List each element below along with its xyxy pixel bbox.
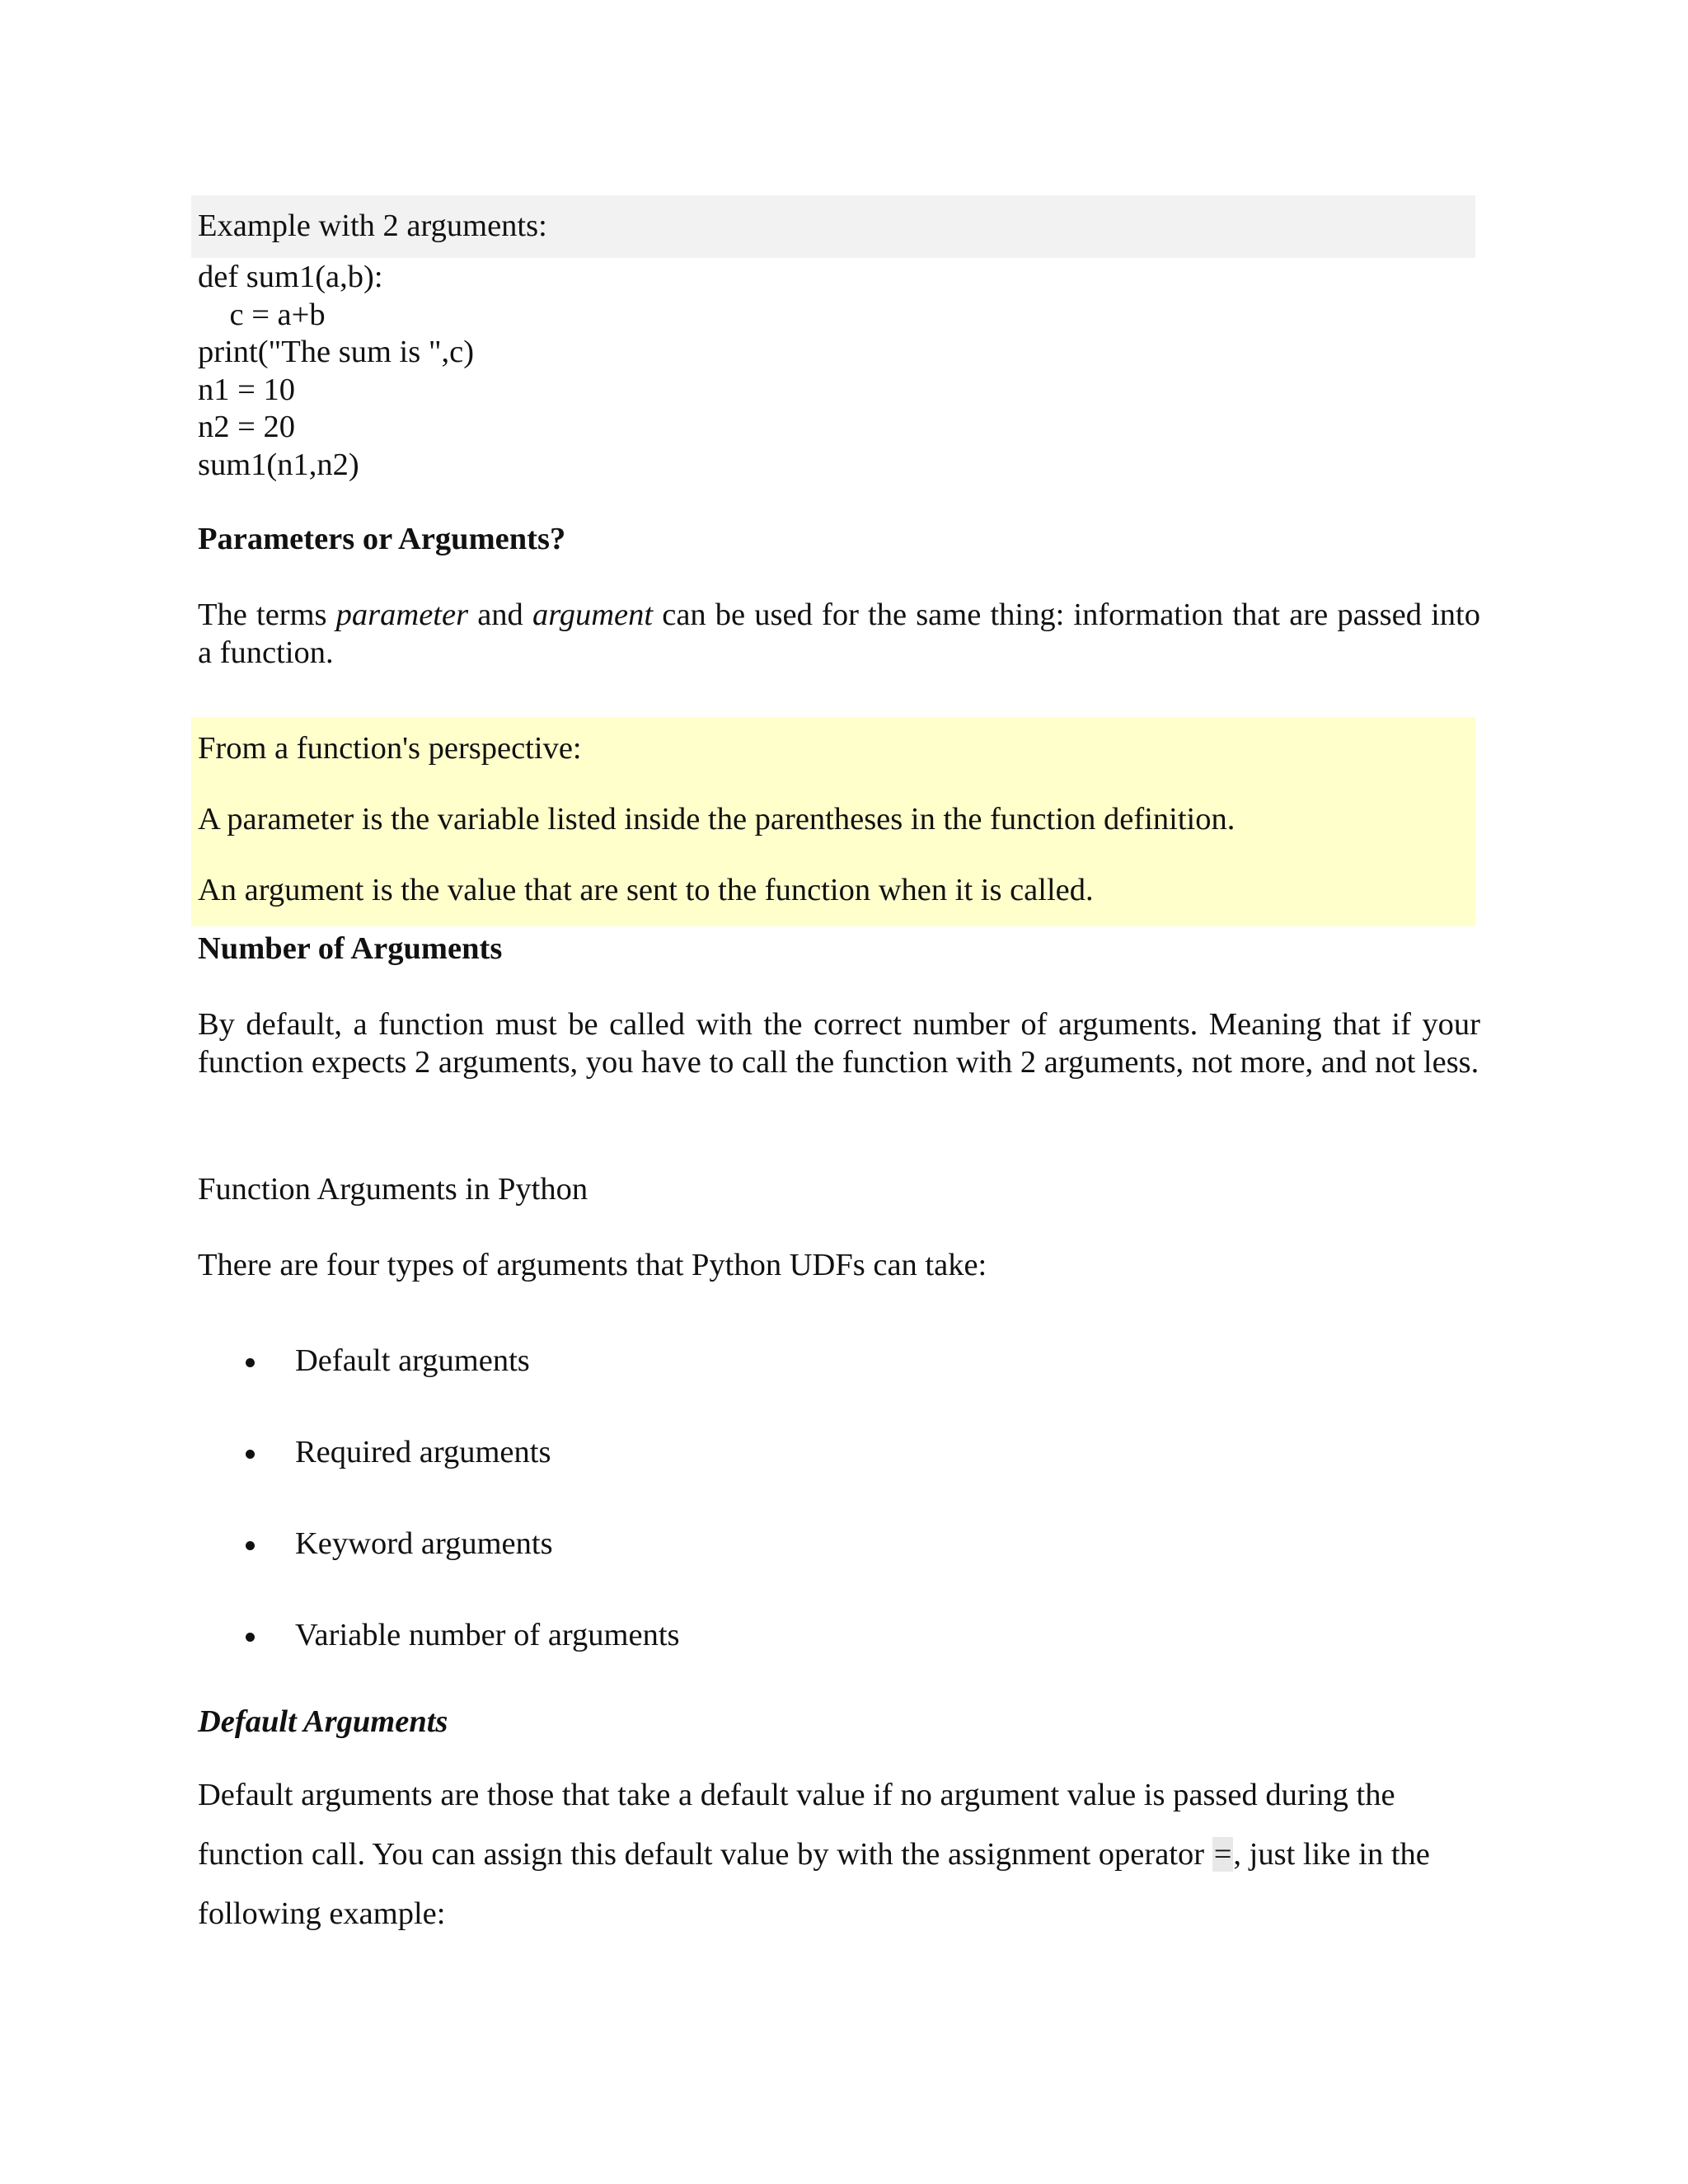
parameters-prefix: The terms — [198, 598, 336, 632]
code-line: print("The sum is ",c) — [198, 335, 475, 369]
bullet-icon — [246, 1358, 255, 1367]
code-line: sum1(n1,n2) — [198, 447, 359, 482]
paragraph-line: following example: — [198, 1896, 446, 1931]
definition-highlight-box — [191, 717, 1475, 926]
list-item-label: Default arguments — [295, 1343, 530, 1378]
example-header-box — [191, 195, 1475, 258]
highlight-line: A parameter is the variable listed inside the parentheses in the function definition. — [198, 802, 1236, 837]
example-title: Example with 2 arguments: — [198, 209, 547, 243]
parameters-and: and — [468, 598, 532, 632]
number-of-arguments-paragraph: By default, a function must be called with the correct number of arguments. Meaning that if your function expects 2 arguments, you have to call the function with 2 arguments, not more, and not less. — [198, 1007, 1480, 1080]
highlight-line: An argument is the value that are sent to the function when it is called. — [198, 873, 1094, 907]
paragraph-text: function call. You can assign this default value by with the assignment operator — [198, 1837, 1212, 1872]
paragraph-line — [198, 1836, 1430, 1872]
code-listing — [198, 259, 474, 484]
paragraph-text: , just like in the — [1233, 1837, 1430, 1872]
default-arguments-heading: Default Arguments — [198, 1704, 448, 1739]
list-item-label: Variable number of arguments — [295, 1618, 680, 1652]
parameters-suffix: can be used for the same thing: information that are passed into a function. — [198, 598, 1480, 670]
list-item-label: Keyword arguments — [295, 1526, 553, 1561]
bullet-icon — [246, 1541, 255, 1550]
highlight-line: From a function's perspective: — [198, 731, 582, 766]
code-line: def sum1(a,b): — [198, 260, 383, 294]
bullet-icon — [246, 1633, 255, 1642]
paragraph-line: Default arguments are those that take a default value if no argument value is passed during the — [198, 1778, 1395, 1812]
parameters-heading: Parameters or Arguments? — [198, 522, 566, 556]
list-item-label: Required arguments — [295, 1435, 551, 1469]
function-arguments-heading: Function Arguments in Python — [198, 1172, 588, 1207]
term-argument: argument — [532, 598, 654, 632]
argument-types-intro: There are four types of arguments that Python UDFs can take: — [198, 1248, 987, 1282]
bullet-icon — [246, 1450, 255, 1459]
code-line: c = a+b — [198, 297, 326, 332]
code-line: n1 = 10 — [198, 372, 295, 407]
default-arguments-paragraph — [198, 1777, 1480, 1942]
code-line: n2 = 20 — [198, 410, 295, 444]
term-parameter: parameter — [335, 598, 469, 632]
parameters-paragraph — [198, 596, 1480, 672]
assignment-operator: = — [1213, 1837, 1232, 1872]
number-of-arguments-heading: Number of Arguments — [198, 931, 503, 966]
